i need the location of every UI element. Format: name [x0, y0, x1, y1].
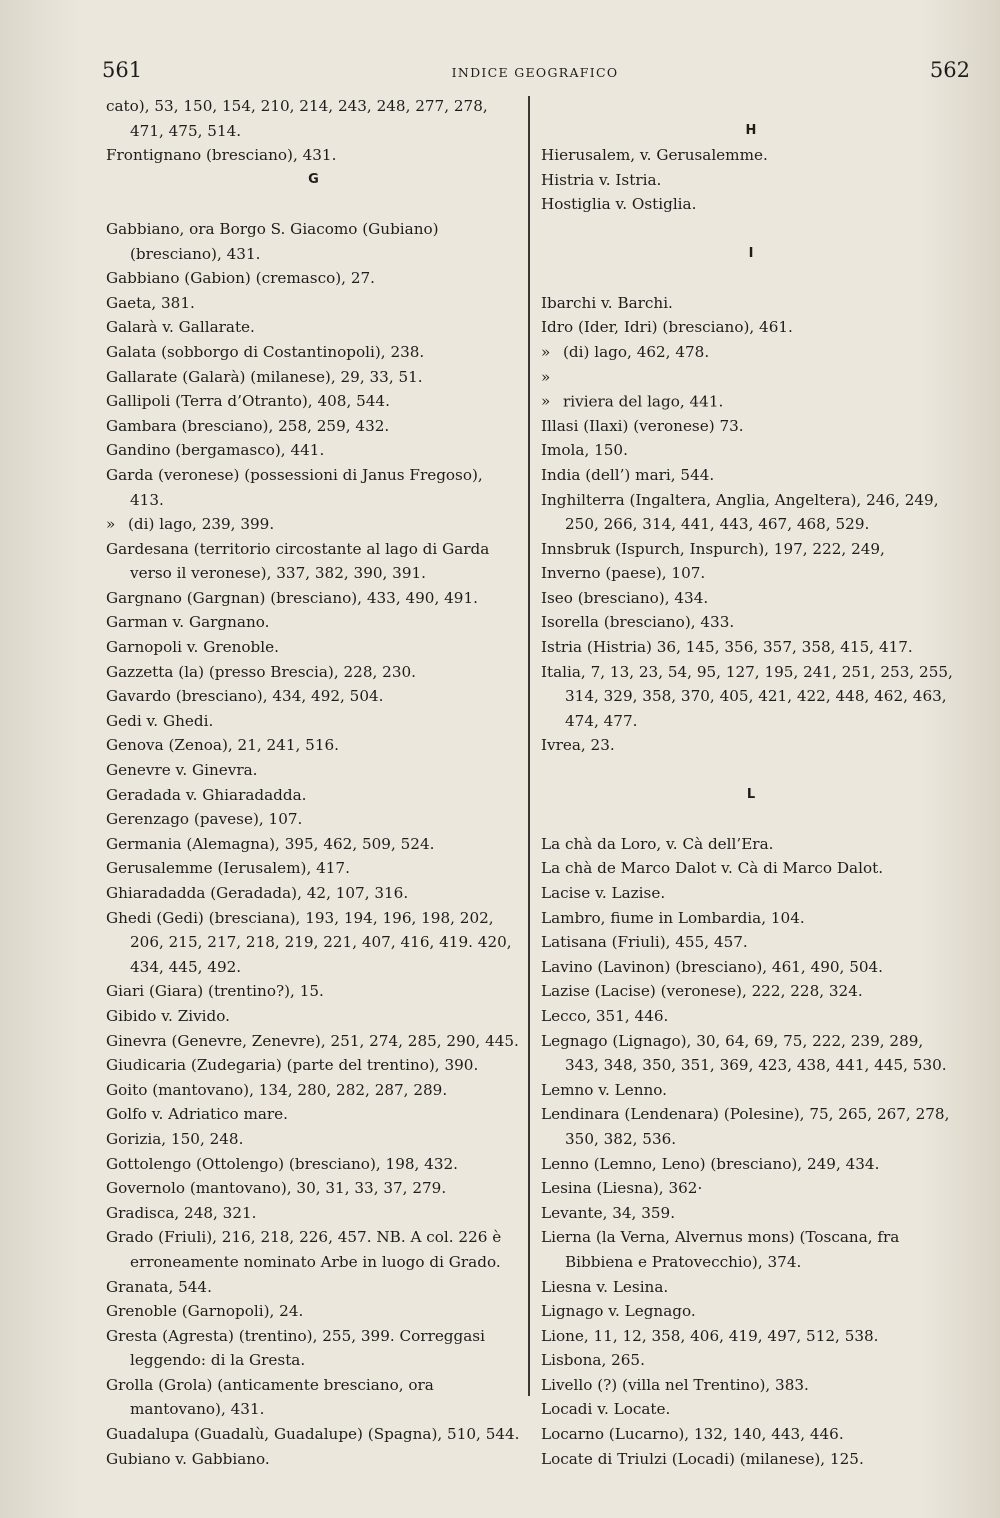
index-entry — [106, 438, 521, 463]
index-entry — [106, 1422, 521, 1447]
index-entry — [106, 1176, 521, 1201]
index-entry — [541, 463, 961, 488]
index-entry-text: Innsbruk (Ispurch, Inspurch), 197, 222, 249, — [541, 539, 885, 558]
spacer — [541, 807, 961, 832]
index-entry-text: Gottolengo (Ottolengo) (bresciano), 198, 432. — [106, 1154, 458, 1173]
index-entry-text: Guadalupa (Guadalù, Guadalupe) (Spagna), 510, 544. — [106, 1425, 520, 1444]
section-letter-heading: H — [745, 122, 757, 138]
index-entry-text: Iseo (bresciano), 434. — [541, 588, 709, 607]
running-title: INDICE GEOGRAFICO — [451, 65, 619, 80]
index-entry-text: Genova (Zenoa), 21, 241, 516. — [106, 736, 339, 755]
index-entry — [106, 660, 521, 685]
index-entry-text: Legnago (Lignago), 30, 64, 69, 75, 222, 239, 289, 343, 348, 350, 351, 369, 423, 438, 441, 445, 530. — [541, 1031, 947, 1075]
index-entry-text: Livello (?) (villa nel Trentino), 383. — [541, 1375, 809, 1394]
index-entry-text: Italia, 7, 13, 23, 54, 95, 127, 195, 241, 251, 253, 255, 314, 329, 358, 370, 405, 421, 422, 448, 462, 463, 474, 477. — [541, 662, 953, 730]
column-divider — [528, 96, 530, 1396]
index-entry-text: Lisbona, 265. — [541, 1351, 645, 1370]
index-entry-text: Gabbiano, ora Borgo S. Giacomo (Gubiano) (bresciano), 431. — [106, 219, 439, 263]
index-entry — [106, 709, 521, 734]
index-entry-text: Ghedi (Gedi) (bresciana), 193, 194, 196, 198, 202, 206, 215, 217, 218, 219, 221, 407, 416, 419. 420, 434, 445, 492. — [106, 908, 512, 976]
index-entry-text: Gaeta, 381. — [106, 293, 195, 312]
index-entry-text: Istria (Histria) 36, 145, 356, 357, 358, 415, 417. — [541, 638, 913, 657]
index-entry — [106, 856, 521, 881]
index-entry-text: Garman v. Gargnano. — [106, 613, 270, 632]
index-entry — [106, 365, 521, 390]
index-entry-text: Gresta (Agresta) (trentino), 255, 399. Correggasi leggendo: di la Gresta. — [106, 1326, 485, 1370]
index-entry-text: riviera del lago, 441. — [563, 392, 724, 411]
index-entry — [541, 1324, 961, 1349]
index-entry — [106, 635, 521, 660]
index-entry — [106, 807, 521, 832]
page-number-left: 561 — [102, 58, 143, 82]
index-entry-text: Lesina (Liesna), 362· — [541, 1179, 703, 1198]
index-entry-text: Ghiaradadda (Geradada), 42, 107, 316. — [106, 884, 409, 902]
index-entry-text: Granata, 544. — [106, 1277, 212, 1296]
index-entry-text: Lacise v. Lazise. — [541, 884, 666, 902]
index-entry-text: Gavardo (bresciano), 434, 492, 504. — [106, 687, 384, 706]
index-entry — [106, 217, 521, 266]
index-entry — [541, 660, 961, 734]
index-entry — [541, 1152, 961, 1177]
index-entry-text: Locadi v. Locate. — [541, 1400, 671, 1419]
index-entry — [106, 340, 521, 365]
index-entry-text: Grado (Friuli), 216, 218, 226, 457. NB. A col. 226 è erroneamente nominato Arbe in luogo di Grado. — [106, 1228, 502, 1271]
index-entry — [541, 1348, 961, 1373]
index-entry-text: Illasi (Ilaxi) (veronese) 73. — [541, 416, 744, 435]
index-entry-text: Latisana (Friuli), 455, 457. — [541, 933, 748, 952]
index-entry-text: Locarno (Lucarno), 132, 140, 443, 446. — [541, 1425, 844, 1444]
index-entry — [106, 1447, 521, 1472]
index-entry-text: Gorizia, 150, 248. — [106, 1129, 244, 1148]
index-entry — [541, 1373, 961, 1398]
ditto-mark: » » — [541, 367, 551, 411]
spacer — [541, 758, 961, 783]
index-entry — [106, 291, 521, 316]
page-header — [100, 58, 970, 88]
index-entry-text: Ibarchi v. Barchi. — [541, 293, 673, 312]
index-entry-text: Germania (Alemagna), 395, 462, 509, 524. — [106, 834, 435, 853]
index-entry — [541, 955, 961, 980]
index-entry — [106, 1053, 521, 1078]
index-entry — [541, 635, 961, 660]
index-entry — [541, 1201, 961, 1226]
ditto-mark: » — [541, 342, 551, 361]
index-entry — [541, 365, 961, 414]
index-entry-text: Lecco, 351, 446. — [541, 1006, 669, 1025]
index-entry-text: (di) lago, 462, 478. — [563, 342, 710, 361]
index-entry-text: Gibido v. Zivido. — [106, 1006, 230, 1025]
index-entry-text: Giari (Giara) (trentino?), 15. — [106, 982, 324, 1001]
spacer — [541, 94, 961, 119]
index-entry — [541, 979, 961, 1004]
index-entry-text: Ginevra (Genevre, Zenevre), 251, 274, 285, 290, 445. — [106, 1031, 519, 1050]
index-entry-text: Garnopoli v. Grenoble. — [106, 638, 279, 657]
index-entry-text: Golfo v. Adriatico mare. — [106, 1105, 288, 1124]
index-entry — [106, 783, 521, 808]
index-entry — [541, 438, 961, 463]
right-column — [541, 94, 961, 1471]
index-entry — [106, 1102, 521, 1127]
index-entry — [106, 1004, 521, 1029]
index-entry-text: Liesna v. Lesina. — [541, 1277, 669, 1296]
index-entry-text: India (dell’) mari, 544. — [541, 465, 715, 484]
index-entry — [106, 1078, 521, 1103]
index-entry — [106, 832, 521, 857]
index-entry-text: Governolo (mantovano), 30, 31, 33, 37, 279. — [106, 1179, 447, 1198]
index-entry-text: Genevre v. Ginevra. — [106, 761, 258, 780]
index-entry — [106, 979, 521, 1004]
index-entry — [106, 143, 521, 168]
index-entry — [106, 733, 521, 758]
left-column — [106, 94, 521, 1471]
index-entry — [541, 586, 961, 611]
index-entry — [106, 537, 521, 586]
index-entry-text: Galata (sobborgo di Costantinopoli), 238. — [106, 342, 425, 361]
index-entry — [106, 586, 521, 611]
index-entry-text: Imola, 150. — [541, 441, 628, 460]
index-entry-text: (di) lago, 239, 399. — [128, 515, 275, 534]
index-entry — [541, 537, 961, 562]
index-entry — [541, 1225, 961, 1274]
index-entry-text: Lazise (Lacise) (veronese), 222, 228, 324. — [541, 982, 863, 1001]
index-entry — [541, 168, 961, 193]
section-letter-heading: L — [746, 786, 756, 802]
index-entry — [541, 930, 961, 955]
section-letter-heading: G — [308, 171, 319, 187]
index-entry — [106, 906, 521, 980]
index-entry-text: Levante, 34, 359. — [541, 1203, 676, 1222]
index-entry — [541, 1447, 961, 1472]
index-entry-text: Gerusalemme (Ierusalem), 417. — [106, 859, 350, 878]
section-letter-heading: I — [748, 245, 754, 261]
index-entry-text: Locate di Triulzi (Locadi) (milanese), 125. — [541, 1449, 864, 1468]
index-entry — [541, 856, 961, 881]
index-entry — [541, 414, 961, 439]
index-entry-text: Galarà v. Gallarate. — [106, 318, 255, 337]
index-entry-text: Gradisca, 248, 321. — [106, 1203, 257, 1222]
index-entry-text: Garda (veronese) (possessioni di Janus Fregoso), 413. — [106, 465, 483, 509]
index-entry — [541, 1102, 961, 1151]
index-entry — [106, 684, 521, 709]
index-entry — [541, 881, 961, 906]
index-entry — [541, 1422, 961, 1447]
spacer — [106, 192, 521, 217]
index-entry — [541, 192, 961, 217]
index-entry-text: Gardesana (territorio circostante al lago di Garda verso il veronese), 337, 382, 390, 391. — [106, 539, 490, 583]
index-entry — [106, 1299, 521, 1324]
index-entry-text: Grolla (Grola) (anticamente bresciano, ora mantovano), 431. — [106, 1375, 434, 1419]
index-entry-text: Gabbiano (Gabion) (cremasco), 27. — [106, 269, 375, 288]
index-entry — [541, 610, 961, 635]
index-entry-text: Gambara (bresciano), 258, 259, 432. — [106, 416, 390, 435]
index-entry-text: Gubiano v. Gabbiano. — [106, 1449, 270, 1468]
index-entry-text: Inverno (paese), 107. — [541, 564, 706, 583]
index-entry-text: Lenno (Lemno, Leno) (bresciano), 249, 434. — [541, 1154, 880, 1173]
index-entry-text: Hierusalem, v. Gerusalemme. — [541, 146, 768, 165]
index-entry-text: cato), 53, 150, 154, 210, 214, 243, 248, 277, 278, 471, 475, 514. — [106, 97, 488, 140]
index-entry — [106, 512, 521, 537]
index-entry — [541, 1078, 961, 1103]
index-entry-text: La chà de Marco Dalot v. Cà di Marco Dalot. — [541, 859, 884, 878]
index-entry-text: Lavino (Lavinon) (bresciano), 461, 490, 504. — [541, 957, 884, 976]
index-entry — [541, 1176, 961, 1201]
index-entry-text: Ivrea, 23. — [541, 736, 615, 755]
index-entry-text: Lemno v. Lenno. — [541, 1080, 667, 1099]
index-entry-text: Lambro, fiume in Lombardia, 104. — [541, 908, 805, 927]
index-entry — [541, 488, 961, 537]
index-entry-text: Lione, 11, 12, 358, 406, 419, 497, 512, 538. — [541, 1326, 879, 1345]
index-entry-text: Geradada v. Ghiaradadda. — [106, 785, 307, 804]
index-entry — [106, 758, 521, 783]
index-entry — [541, 143, 961, 168]
index-entry-text: Histria v. Istria. — [541, 170, 662, 189]
page-number-right: 562 — [929, 58, 970, 82]
index-entry-text: Inghilterra (Ingaltera, Anglia, Angeltera), 246, 249, 250, 266, 314, 441, 443, 467, 468, 529. — [541, 490, 939, 534]
index-entry — [106, 1127, 521, 1152]
index-entry — [106, 610, 521, 635]
index-entry — [541, 832, 961, 857]
index-entry — [106, 1275, 521, 1300]
index-entry-text: Gandino (bergamasco), 441. — [106, 441, 325, 460]
index-entry-text: Gallipoli (Terra d’Otranto), 408, 544. — [106, 392, 390, 411]
index-entry-text: Hostiglia v. Ostiglia. — [541, 195, 697, 214]
index-entry-text: Giudicaria (Zudegaria) (parte del trentino), 390. — [106, 1056, 479, 1075]
index-entry — [106, 1373, 521, 1422]
index-entry — [106, 389, 521, 414]
index-entry-text: Gedi v. Ghedi. — [106, 711, 214, 730]
index-entry-text: Lignago v. Legnago. — [541, 1302, 696, 1321]
index-entry — [541, 1275, 961, 1300]
spacer — [541, 266, 961, 291]
index-entry — [106, 266, 521, 291]
index-entry — [106, 94, 521, 143]
index-entry — [106, 463, 521, 512]
index-entry — [541, 733, 961, 758]
index-entry-text: Lendinara (Lendenara) (Polesine), 75, 265, 267, 278, 350, 382, 536. — [541, 1105, 950, 1148]
index-entry-text: Gerenzago (pavese), 107. — [106, 810, 303, 829]
index-entry-text: Isorella (bresciano), 433. — [541, 613, 735, 632]
index-entry — [541, 315, 961, 340]
ditto-mark: » — [106, 515, 116, 534]
index-entry — [106, 315, 521, 340]
index-entry-text: Lierna (la Verna, Alvernus mons) (Toscana, fra Bibbiena e Pratovecchio), 374. — [541, 1228, 900, 1271]
index-entry — [106, 414, 521, 439]
index-entry-text: Gazzetta (la) (presso Brescia), 228, 230. — [106, 662, 416, 681]
index-entry — [106, 1029, 521, 1054]
index-entry — [106, 881, 521, 906]
index-entry-text: Grenoble (Garnopoli), 24. — [106, 1302, 304, 1321]
index-entry — [541, 1029, 961, 1078]
spacer — [541, 217, 961, 242]
index-entry-text: Idro (Ider, Idri) (bresciano), 461. — [541, 318, 793, 337]
index-entry-text: Gallarate (Galarà) (milanese), 29, 33, 51. — [106, 367, 423, 386]
index-entry — [541, 1004, 961, 1029]
index-entry — [106, 1201, 521, 1226]
index-entry — [541, 1397, 961, 1422]
index-entry — [106, 1152, 521, 1177]
index-entry — [541, 291, 961, 316]
index-entry — [106, 1225, 521, 1274]
index-entry — [106, 1324, 521, 1373]
index-entry-text: La chà da Loro, v. Cà dell’Era. — [541, 834, 774, 853]
index-entry-text: Gargnano (Gargnan) (bresciano), 433, 490, 491. — [106, 588, 478, 607]
index-entry — [541, 1299, 961, 1324]
index-entry — [541, 906, 961, 931]
index-entry — [541, 340, 961, 365]
index-entry-text: Goito (mantovano), 134, 280, 282, 287, 289. — [106, 1080, 448, 1099]
index-entry-text: Frontignano (bresciano), 431. — [106, 146, 337, 165]
index-entry — [541, 561, 961, 586]
